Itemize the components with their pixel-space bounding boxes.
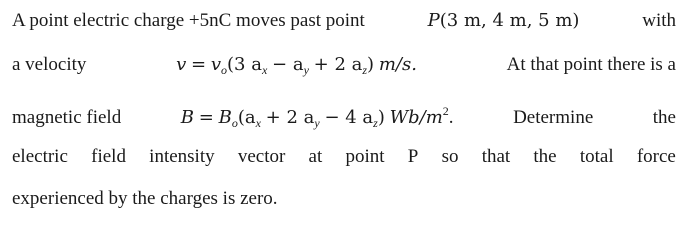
field-minus-az: − 4 a [324, 107, 374, 128]
field-close: ) [377, 107, 385, 128]
line3-tail-2: the [652, 107, 676, 128]
point-coords: (3 m, 4 m, 5 m) [439, 10, 580, 31]
line4-word: P [407, 146, 419, 167]
field-plus-ay: + 2 a [265, 107, 315, 128]
problem-line-5 [12, 184, 676, 214]
line4-word: point [345, 146, 385, 167]
line4-word: field [91, 146, 126, 167]
line4-word: intensity [149, 146, 215, 167]
problem-line-1 [12, 6, 676, 36]
problem-line-3 [12, 96, 676, 130]
field-az-sub: z [373, 116, 378, 130]
field-equation [181, 96, 454, 138]
field-eq: = [198, 107, 214, 128]
line3-tail-1: Determine [513, 107, 594, 128]
line2-lead: a velocity [12, 54, 87, 75]
line3-lead: magnetic field [12, 107, 122, 128]
line1-tail: with [642, 10, 676, 31]
field-ax-sub: x [255, 116, 261, 130]
velocity-unit: m/s. [378, 54, 417, 75]
velocity-minus-ay: − a [272, 54, 304, 75]
field-unit-sup: 2 [442, 104, 449, 118]
velocity-symbol: v [176, 54, 187, 75]
line4-word: that [481, 146, 511, 167]
velocity-v0: v [210, 54, 222, 75]
velocity-ax-sub: x [261, 63, 268, 77]
field-ay-sub: y [314, 116, 320, 130]
line4-word: so [441, 146, 459, 167]
velocity-az-sub: z [362, 63, 368, 77]
line4-word: total [579, 146, 614, 167]
field-b0: B [218, 107, 232, 128]
velocity-v0-sub: o [221, 63, 228, 77]
point-name: P [427, 10, 440, 31]
field-vector-open: (a [237, 107, 256, 128]
line5-text: experienced by the charges is zero. [12, 188, 278, 209]
velocity-equation [176, 50, 417, 85]
line4-word: at [308, 146, 323, 167]
line1-text: A point electric charge +5nC moves past point [12, 10, 365, 31]
problem-line-2 [12, 50, 676, 80]
field-b0-sub: o [231, 116, 238, 130]
velocity-vector-open: (3 a [227, 54, 262, 75]
velocity-close: ) [367, 54, 375, 75]
line4-word: force [636, 146, 676, 167]
velocity-ay-sub: y [303, 63, 309, 77]
line4-word: electric [12, 146, 68, 167]
field-unit: Wb/m [389, 107, 443, 128]
velocity-eq: = [191, 54, 207, 75]
field-symbol: B [180, 107, 194, 128]
line2-tail: At that point there is a [506, 54, 676, 75]
line4-word: the [533, 146, 557, 167]
velocity-plus-az: + 2 a [313, 54, 363, 75]
point-expression [428, 6, 580, 36]
line4-word: vector [237, 146, 286, 167]
problem-line-4 [12, 142, 676, 172]
field-unit-end: . [448, 107, 454, 128]
